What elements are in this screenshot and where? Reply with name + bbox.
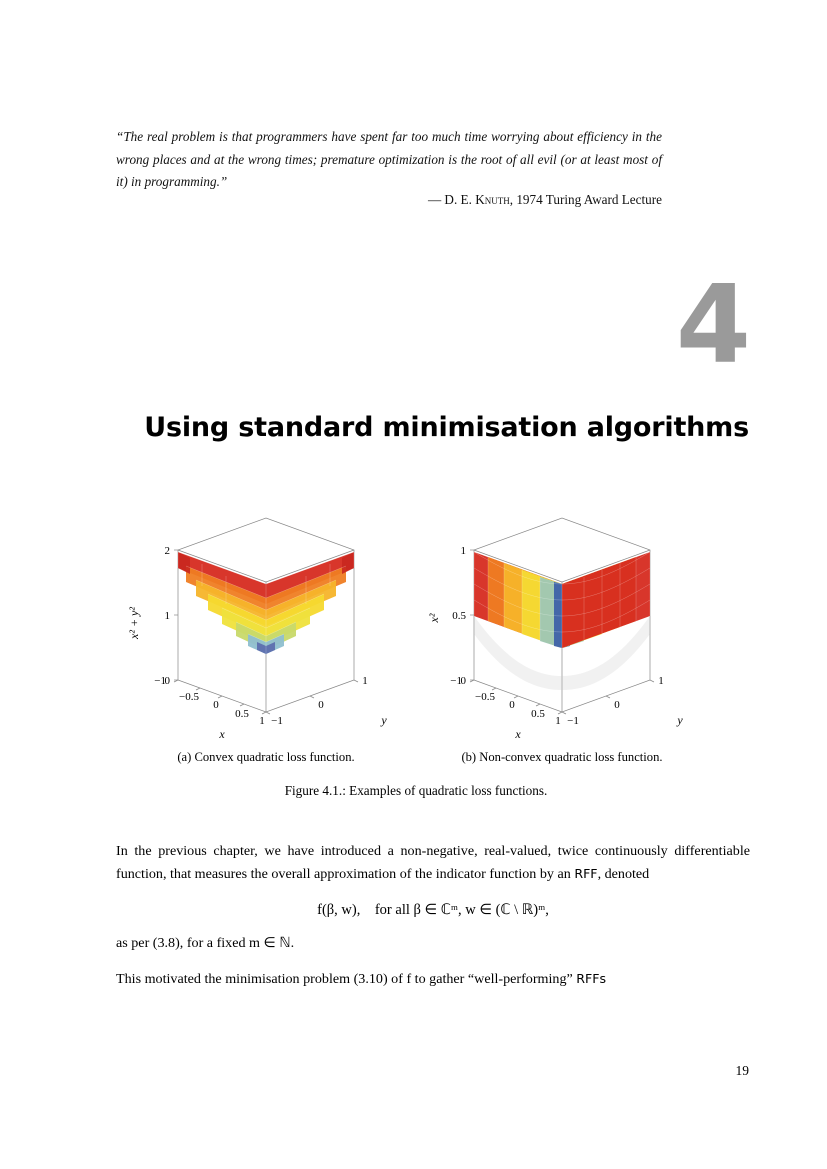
svg-text:x² + y²: x² + y² bbox=[127, 607, 141, 639]
figure-caption: Figure 4.1.: Examples of quadratic loss functions. bbox=[284, 783, 548, 798]
equation-f-beta-w: f(β, w), for all β ∈ ℂᵐ, w ∈ (ℂ \ ℝ)ᵐ, bbox=[317, 901, 549, 918]
subfigure-caption-b: (b) Non-convex quadratic loss function. bbox=[461, 750, 663, 764]
svg-text:0.5: 0.5 bbox=[235, 708, 249, 720]
svg-text:x: x bbox=[219, 727, 225, 740]
paragraph-2: as per (3.8), for a fixed m ∈ ℕ. bbox=[116, 935, 295, 952]
acronym-rff: RFF bbox=[574, 865, 598, 881]
epigraph-attribution-rest: , 1974 Turing Award Lecture bbox=[509, 192, 662, 207]
svg-text:y: y bbox=[677, 713, 683, 727]
body-text bbox=[116, 840, 750, 1004]
svg-text:x²: x² bbox=[427, 613, 441, 623]
epigraph-quote: “The real problem is that programmers have spent far too much time worrying about efficiency in the wrong places and at the wrong times; premature optimization is the root of all evil (or at least most of it) in programming.” bbox=[116, 129, 662, 190]
acronym-rffs: RFFs bbox=[576, 970, 607, 986]
surface-plot-convex bbox=[116, 508, 416, 740]
surface-plot-convex-svg bbox=[116, 508, 416, 740]
subfigure-caption-a: (a) Convex quadratic loss function. bbox=[177, 750, 355, 764]
chapter-title: Using standard minimisation algorithms bbox=[144, 412, 749, 443]
page-number: 19 bbox=[735, 1063, 749, 1078]
svg-text:0: 0 bbox=[509, 699, 515, 711]
svg-text:0: 0 bbox=[614, 699, 620, 711]
svg-text:0: 0 bbox=[164, 675, 170, 687]
svg-text:0.5: 0.5 bbox=[531, 708, 545, 720]
svg-text:1: 1 bbox=[658, 675, 664, 687]
svg-text:x: x bbox=[515, 727, 521, 740]
svg-text:1: 1 bbox=[164, 610, 170, 622]
svg-text:1: 1 bbox=[362, 675, 368, 687]
epigraph-attribution-dash: — D. E. bbox=[427, 192, 476, 207]
paragraph-3-part-a: This motivated the minimisation problem (3.10) of f to gather “well-performing” bbox=[116, 970, 577, 987]
svg-text:−1: −1 bbox=[271, 715, 283, 727]
epigraph-attribution-name: Knuth bbox=[475, 192, 510, 207]
svg-text:0: 0 bbox=[318, 699, 324, 711]
svg-text:−1: −1 bbox=[450, 675, 462, 687]
epigraph-attribution bbox=[116, 192, 662, 208]
svg-text:−1: −1 bbox=[154, 675, 166, 687]
svg-text:1: 1 bbox=[259, 715, 265, 727]
svg-text:−0.5: −0.5 bbox=[475, 691, 495, 703]
paragraph-1-part-b: , denoted bbox=[597, 865, 650, 882]
z-axis-ticks bbox=[470, 550, 474, 680]
svg-text:0: 0 bbox=[213, 699, 219, 711]
figure-4-1 bbox=[116, 508, 716, 808]
z-axis-ticks bbox=[174, 550, 178, 680]
svg-text:1: 1 bbox=[460, 545, 466, 557]
svg-text:−0.5: −0.5 bbox=[179, 691, 199, 703]
surface-plot-nonconvex bbox=[412, 508, 712, 740]
svg-text:0.5: 0.5 bbox=[452, 610, 466, 622]
svg-text:1: 1 bbox=[555, 715, 561, 727]
paragraph-3 bbox=[116, 968, 750, 991]
surface-plot-nonconvex-svg bbox=[412, 508, 712, 740]
y-axis-ticks bbox=[266, 680, 358, 714]
chapter-number: 4 bbox=[675, 263, 749, 388]
paragraph-1 bbox=[116, 840, 750, 886]
surface-mesh bbox=[178, 550, 354, 654]
svg-text:2: 2 bbox=[164, 545, 170, 557]
svg-text:−1: −1 bbox=[567, 715, 579, 727]
paragraph-1-part-a: In the previous chapter, we have introduced a non-negative, real-valued, twice continuously differentiable function, that measures the overall approximation of the indicator function by an bbox=[116, 843, 750, 882]
svg-text:y: y bbox=[381, 713, 387, 727]
svg-text:0: 0 bbox=[460, 675, 466, 687]
